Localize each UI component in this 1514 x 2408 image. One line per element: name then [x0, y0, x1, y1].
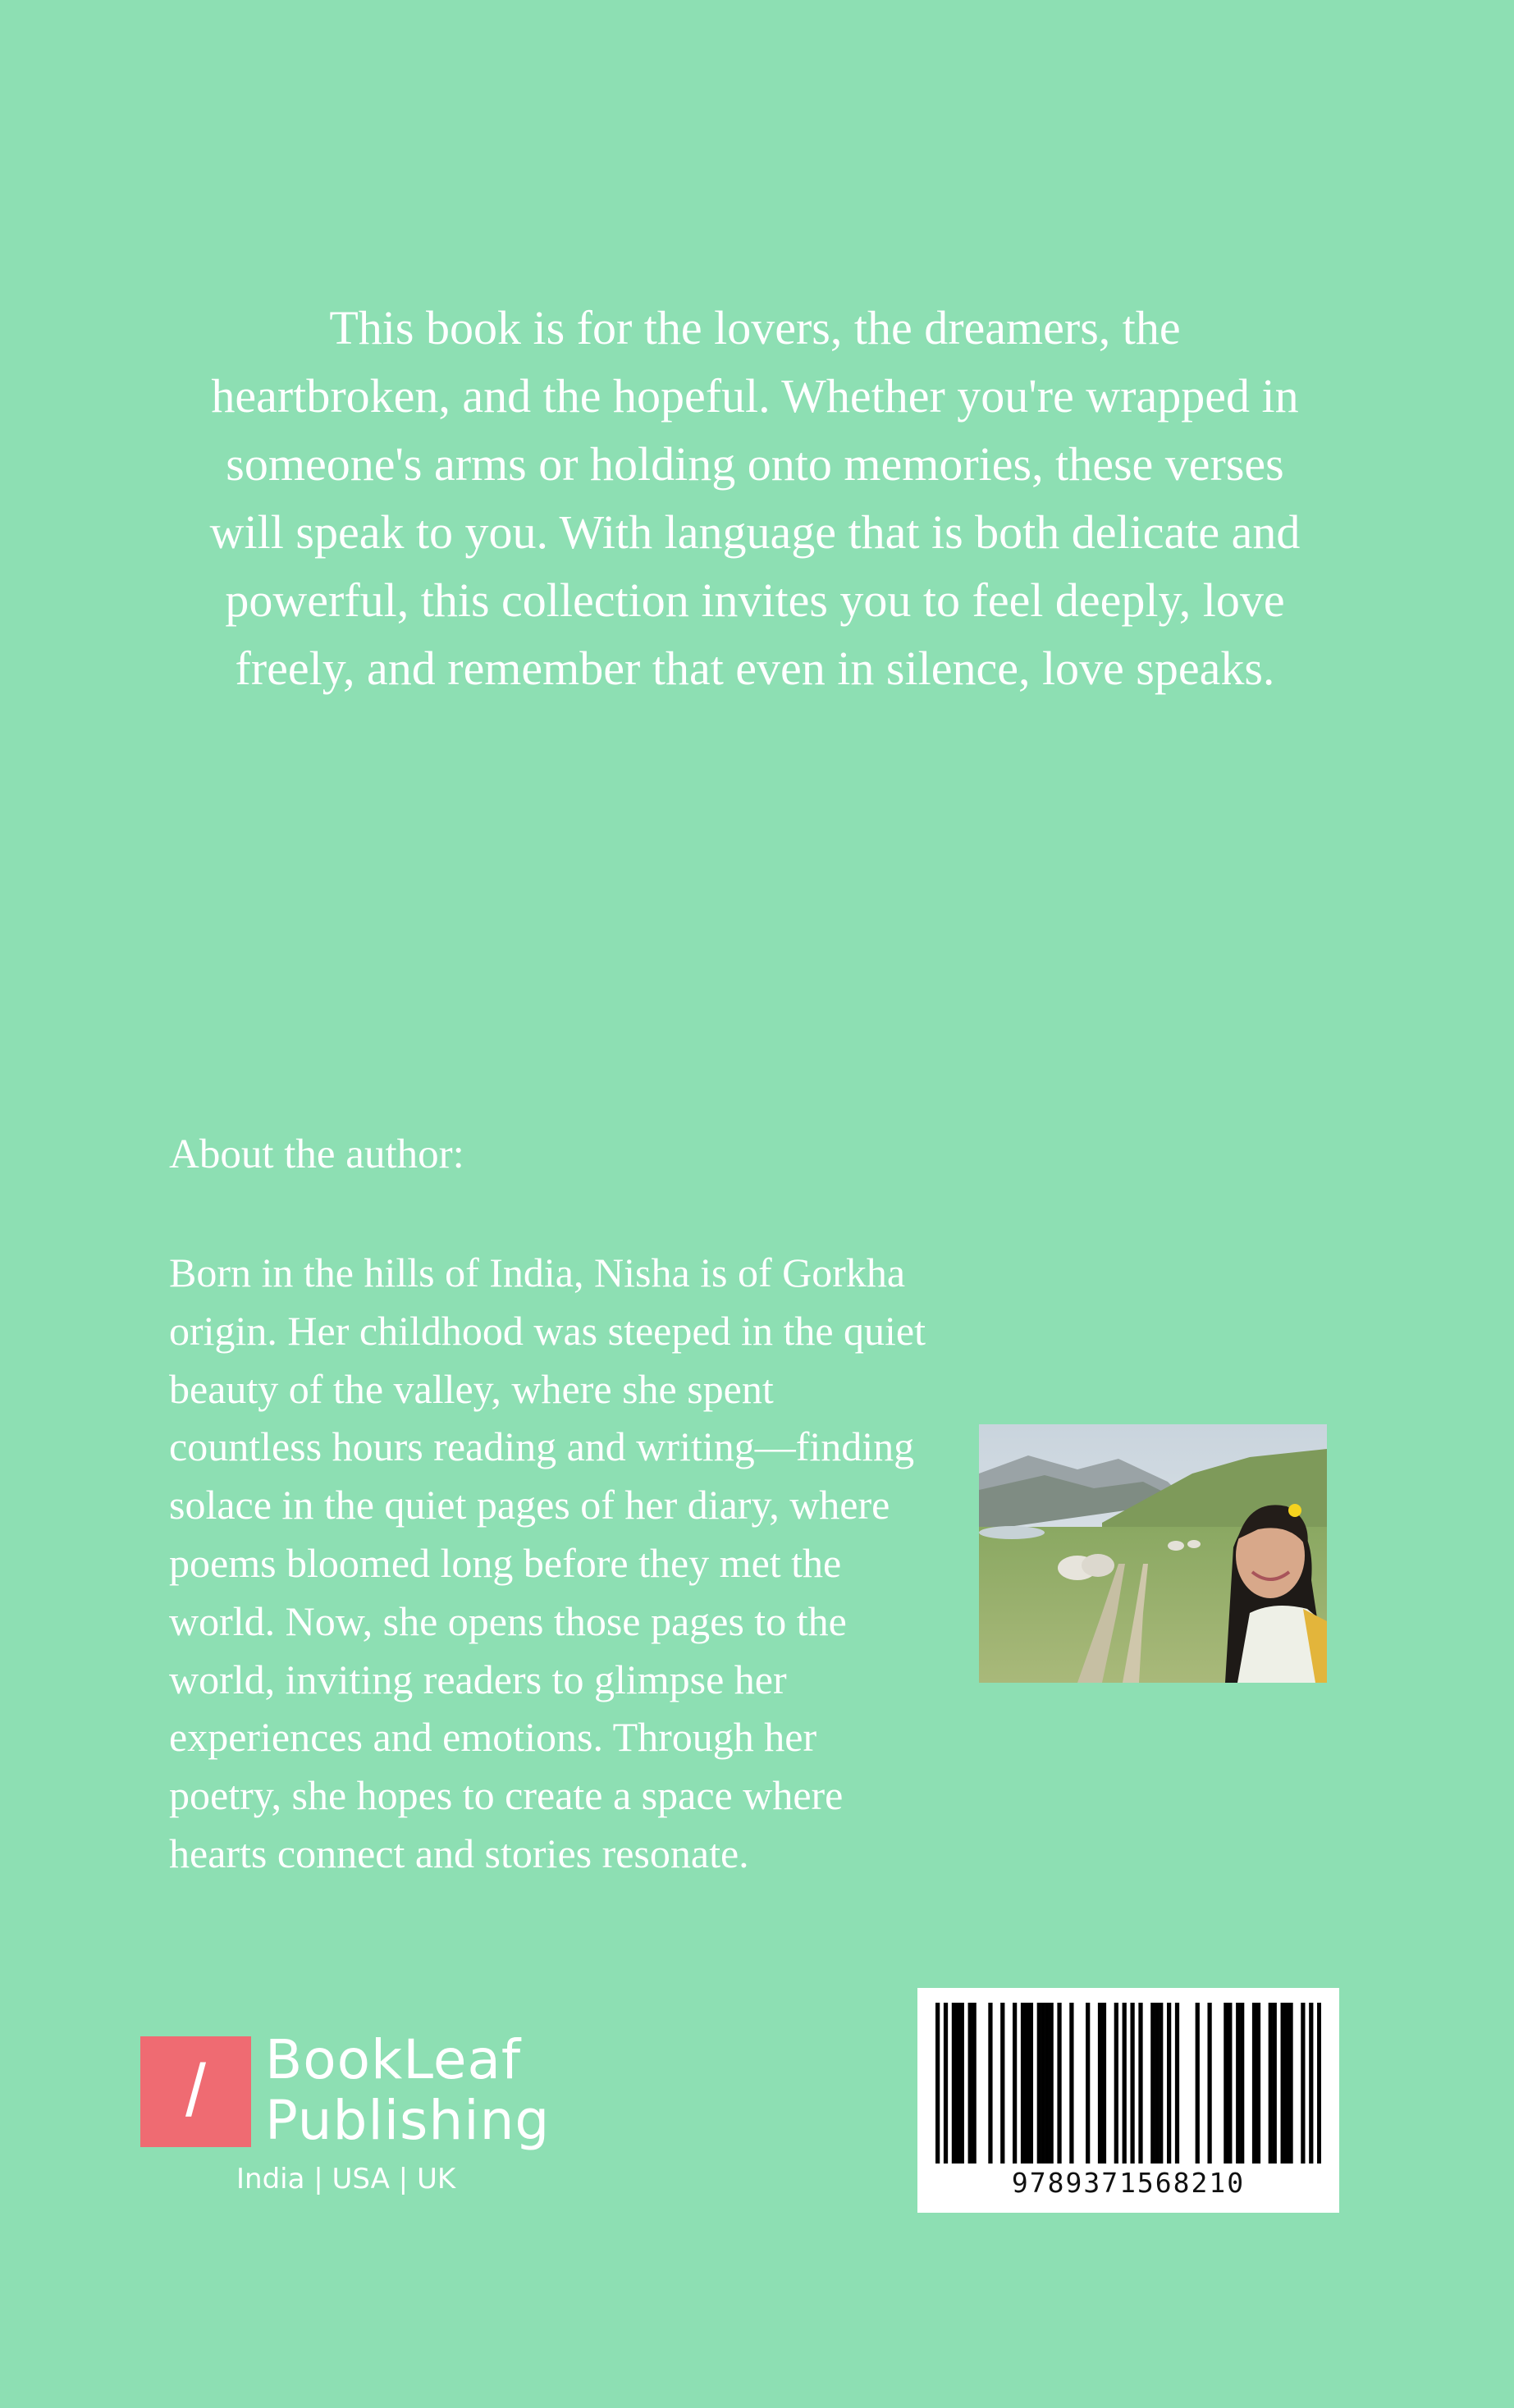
- barcode-bar: [1098, 2003, 1102, 2164]
- barcode-bar: [988, 2003, 992, 2164]
- barcode-bar: [952, 2003, 956, 2164]
- barcode-bar: [1207, 2003, 1211, 2164]
- barcode-bar: [1013, 2003, 1017, 2164]
- about-line: Born in the hills of India, Nisha is of Gorkha: [169, 1250, 906, 1295]
- about-author-heading: About the author:: [169, 1131, 464, 1177]
- about-line: poetry, she hopes to create a space where: [169, 1772, 844, 1819]
- barcode-bar: [1150, 2003, 1155, 2164]
- about-line: beauty of the valley, where she spent: [169, 1365, 774, 1412]
- barcode-bar: [956, 2003, 960, 2164]
- isbn-number: 9789371568210: [1011, 2167, 1246, 2199]
- blurb-line: will speak to you. With language that is both delicate and: [209, 505, 1301, 559]
- about-line: world. Now, she opens those pages to the: [169, 1597, 847, 1644]
- barcode-bar: [1288, 2003, 1292, 2164]
- barcode-bar: [1175, 2003, 1179, 2164]
- publisher-name-line: BookLeaf: [265, 2028, 522, 2091]
- barcode-bar: [1269, 2003, 1273, 2164]
- blurb-line: powerful, this collection invites you to feel deeply, love: [225, 573, 1285, 627]
- barcode-bar: [1236, 2003, 1240, 2164]
- publisher-regions: India | USA | UK: [236, 2163, 456, 2196]
- barcode-bar: [1130, 2003, 1134, 2164]
- barcode-bar: [1041, 2003, 1045, 2164]
- about-line: world, inviting readers to glimpse her: [169, 1656, 787, 1702]
- barcode-bar: [1025, 2003, 1029, 2164]
- publisher-name: [265, 2030, 550, 2151]
- barcode-bar: [972, 2003, 977, 2164]
- barcode-bar: [1284, 2003, 1288, 2164]
- barcode-bar: [1167, 2003, 1171, 2164]
- barcode-bar: [1045, 2003, 1050, 2164]
- blurb-line: someone's arms or holding onto memories, these verses: [226, 437, 1284, 491]
- barcode-bar: [1196, 2003, 1200, 2164]
- barcode-bar: [1021, 2003, 1025, 2164]
- barcode-bar: [1159, 2003, 1163, 2164]
- barcode-bar: [968, 2003, 972, 2164]
- about-line: poems bloomed long before they met the: [169, 1539, 842, 1586]
- barcode-bar: [1224, 2003, 1228, 2164]
- blurb-line: This book is for the lovers, the dreamers, the: [329, 301, 1181, 354]
- barcode-bar: [1000, 2003, 1004, 2164]
- barcode-bar: [1281, 2003, 1285, 2164]
- about-line: hearts connect and stories resonate.: [169, 1830, 749, 1876]
- barcode-bar: [1114, 2003, 1118, 2164]
- barcode-bars: [935, 2003, 1321, 2164]
- barcode-bar: [1123, 2003, 1127, 2164]
- blurb-line: heartbroken, and the hopeful. Whether you're wrapped in: [211, 369, 1299, 423]
- barcode-bar: [1086, 2003, 1090, 2164]
- publisher-logo: [140, 2028, 600, 2217]
- barcode-bar: [1317, 2003, 1321, 2164]
- barcode-bar: [1069, 2003, 1073, 2164]
- about-line: origin. Her childhood was steeped in the quiet: [169, 1307, 926, 1354]
- about-line: solace in the quiet pages of her diary, where: [169, 1482, 890, 1528]
- barcode-bar: [1256, 2003, 1260, 2164]
- barcode-bar: [1037, 2003, 1041, 2164]
- barcode-bar: [944, 2003, 948, 2164]
- barcode-bar: [1155, 2003, 1159, 2164]
- barcode-bar: [935, 2003, 940, 2164]
- barcode-bar: [1273, 2003, 1277, 2164]
- barcode-bar: [1240, 2003, 1244, 2164]
- barcode-bar: [960, 2003, 964, 2164]
- author-photo: [979, 1424, 1327, 1683]
- barcode-bar: [1050, 2003, 1054, 2164]
- barcode-bar: [1252, 2003, 1256, 2164]
- about-author-text: [169, 1244, 990, 1883]
- barcode-bar: [1228, 2003, 1232, 2164]
- blurb-line: freely, and remember that even in silence, love speaks.: [235, 642, 1275, 695]
- barcode-bar: [1057, 2003, 1061, 2164]
- barcode-bar: [1301, 2003, 1305, 2164]
- barcode-bar: [1102, 2003, 1106, 2164]
- barcode-bar: [1309, 2003, 1313, 2164]
- back-cover-blurb: [156, 294, 1354, 702]
- about-line: countless hours reading and writing—finding: [169, 1423, 915, 1470]
- isbn-barcode: [917, 1988, 1339, 2213]
- about-line: experiences and emotions. Through her: [169, 1714, 817, 1761]
- barcode-bar: [1138, 2003, 1142, 2164]
- publisher-name-line: Publishing: [265, 2089, 551, 2152]
- publisher-logo-slash: /: [185, 2050, 206, 2132]
- barcode-bar: [1029, 2003, 1033, 2164]
